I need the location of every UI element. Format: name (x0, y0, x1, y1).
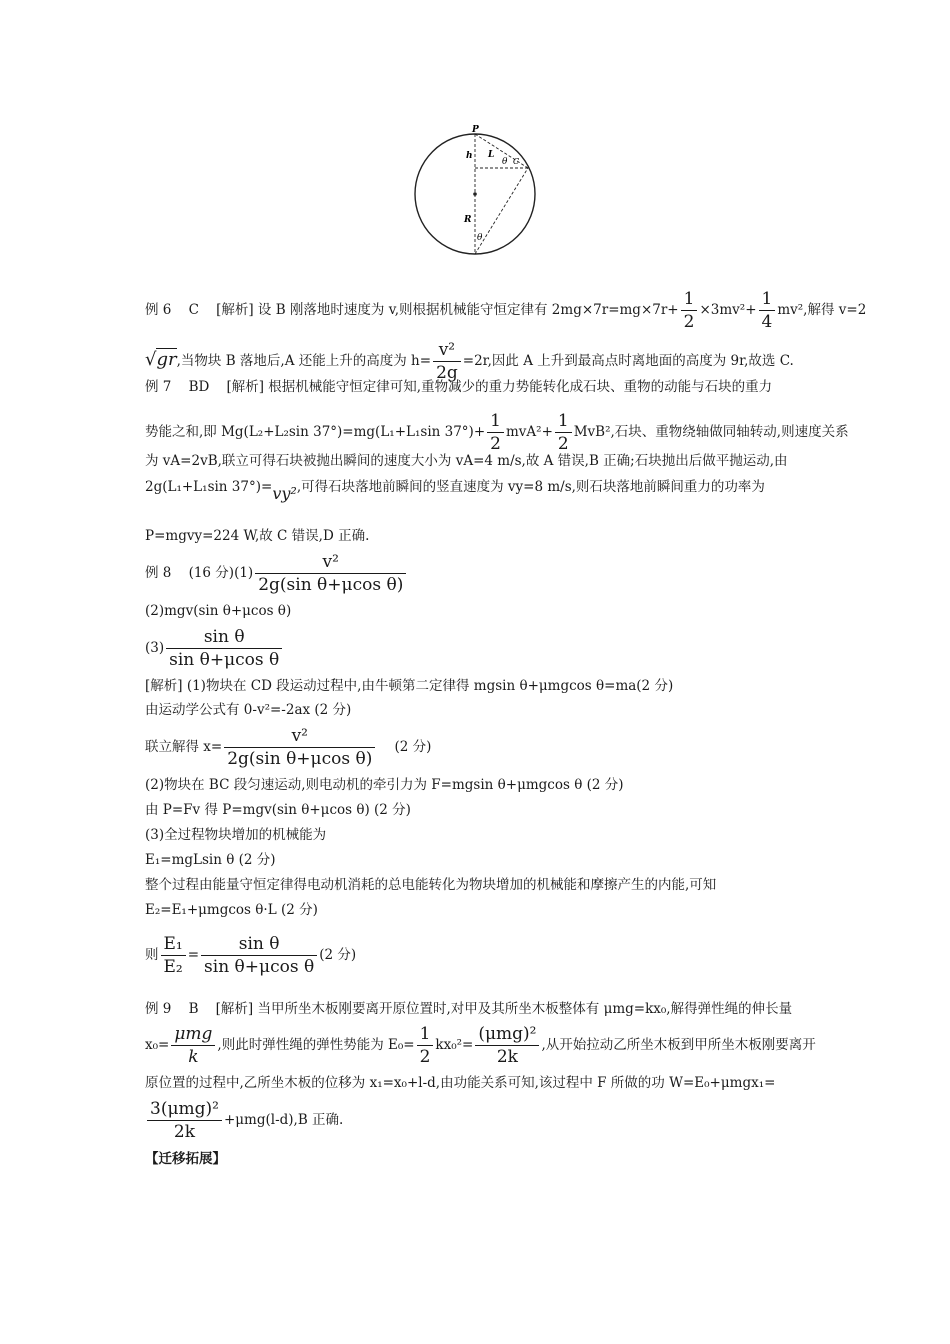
ex9-line3 (145, 1074, 775, 1092)
ex8-fraction-e1-e2: $\frac{\text{E₁}}{\text{E₂}}$ (161, 933, 186, 978)
ex8-answer3 (145, 626, 284, 671)
ex8-sol8 (145, 876, 716, 894)
ex8-sol4 (145, 776, 624, 794)
ex7-label: 例 7 (145, 379, 172, 395)
ex7-text-1: [解析] 根据机械能守恒定律可知,重物减少的重力势能转化成石块、重物的动能与石块的重力 (226, 379, 773, 395)
ex9-line2 (145, 1023, 816, 1068)
ex7-text-3: 为 vA=2vB,联立可得石块被抛出瞬间的速度大小为 vA=4 m/s,故 A 错误,B 正确;石块抛出后做平抛运动,由 (145, 453, 788, 469)
ex7-text-2a: 势能之和,即 Mg(L₂+L₂sin 37°)=mg(L₁+L₁sin 37°)+ (145, 424, 486, 440)
label-h: h (466, 151, 473, 161)
ex8-fraction-1: $\frac{\text{v²}}{\text{2g(sin θ+μcos θ)}}$ (255, 551, 406, 596)
ex8-sol6-text: (3)全过程物块增加的机械能为 (145, 827, 327, 843)
chord-bottom (475, 168, 528, 254)
ex7-answer: BD (188, 379, 210, 395)
ex8-sol4-text: (2)物块在 BC 段匀速运动,则电动机的牵引力为 F=mgsin θ+μmgcos θ (2 分) (145, 777, 624, 793)
ex8-sol5-text: 由 P=Fv 得 P=mgv(sin θ+μcos θ) (2 分) (145, 802, 411, 818)
ex8-sol7-text: E₁=mgLsin θ (2 分) (145, 852, 276, 868)
ex9-text-2c: kx₀²= (435, 1037, 474, 1053)
fraction-1-4: $\frac{1}{4}$ (759, 288, 776, 333)
ex7-text-2e: vB²,石块、重物绕轴做同轴转动,则速度关系 (587, 424, 849, 440)
ex8-sol9-text: E₂=E₁+μmgcos θ·L (2 分) (145, 902, 318, 918)
ex8-sol7 (145, 851, 276, 869)
ex6-answer: C (188, 302, 199, 318)
label-p: P (472, 125, 479, 135)
ex7-line3 (145, 452, 788, 470)
label-theta-bottom: θ (477, 233, 483, 243)
fraction-half-a: $\frac{1}{2}$ (487, 410, 504, 455)
ex9-text-2b: ,则此时弹性绳的弹性势能为 E₀= (217, 1037, 415, 1053)
ex7-text-5: P=mgvy=224 W,故 C 错误,D 正确. (145, 528, 370, 544)
ex7-text-4b: vy² (272, 484, 297, 503)
fraction-half-b: $\frac{1}{2}$ (555, 410, 572, 455)
ex8-sol1-text: [解析] (1)物块在 CD 段运动过程中,由牛顿第二定律得 mgsin θ+μmgcos θ=ma(2 分) (145, 678, 674, 694)
ex9-text-4: +μmg(l-d),B 正确. (223, 1112, 344, 1128)
ex9-text-2a: x₀= (145, 1037, 170, 1053)
ex9-answer: B (188, 1001, 199, 1017)
ex8-sol2-text: 由运动学公式有 0-v²=-2ax (2 分) (145, 702, 352, 718)
sqrt-inner: gr (156, 349, 177, 370)
ex8-fraction-sol10: $\frac{\text{sin θ}}{\text{sin θ+μcos θ}}$ (201, 933, 317, 978)
ex9-line1 (145, 1000, 792, 1018)
ex8-sol9 (145, 901, 318, 919)
label-theta-top: θ (502, 157, 508, 167)
ex9-text-3: 原位置的过程中,乙所坐木板的位移为 x₁=x₀+l-d,由功能关系可知,该过程中 F 所做的功 W=E₀+μmgx₁= (145, 1075, 776, 1091)
ex8-sol5 (145, 801, 411, 819)
ex6-text-b: ×3mv²+ (699, 302, 757, 318)
ex7-text-2d: M (573, 424, 588, 440)
fraction-v2-2g: $\frac{\text{v²}}{2g}$ (433, 339, 461, 384)
ex8-sol6 (145, 826, 326, 844)
ex8-sol3-b: (2 分) (394, 739, 432, 755)
ex8-part3: (3) (145, 640, 165, 656)
ex6-line1 (145, 288, 866, 333)
ex8-label: 例 8 (145, 565, 172, 581)
ex7-line5 (145, 527, 369, 545)
label-l: L (488, 150, 495, 160)
section-title-text: 【迁移拓展】 (145, 1151, 226, 1167)
ex8-answer1 (145, 551, 408, 596)
ex8-part1: (16 分)(1) (188, 565, 254, 581)
ex8-sol10-eq: = (187, 947, 200, 963)
ex8-sol2 (145, 701, 351, 719)
ex8-sol10 (145, 933, 356, 978)
ex9-text-1: [解析] 当甲所坐木板刚要离开原位置时,对甲及其所坐木板整体有 μmg=kx₀,解得弹性绳的伸长量 (215, 1001, 793, 1017)
ex8-sol8-text: 整个过程由能量守恒定律得电动机消耗的总电能转化为物块增加的机械能和摩擦产生的内能,可知 (145, 877, 717, 893)
ex8-fraction-sol3: $\frac{\text{v²}}{\text{2g(sin θ+μcos θ)}}$ (224, 725, 375, 770)
ex8-sol3-a: 联立解得 x= (145, 739, 223, 755)
center-dot (473, 192, 477, 196)
ex7-text-4a: 2g(L₁+L₁sin 37°)= (145, 479, 273, 495)
ex9-fraction-half: $\frac{1}{2}$ (417, 1023, 434, 1068)
ex6-text-c: mv²,解得 v=2 (777, 302, 867, 318)
ex9-fraction-umg2-2k: $\frac{\text{(μmg)²}}{2k}$ (475, 1023, 539, 1068)
ex8-sol3 (145, 725, 431, 770)
ex7-line2 (145, 410, 849, 455)
ex6-text-e: =2r,因此 A 上升到最高点时离地面的高度为 9r,故选 C. (462, 353, 794, 369)
ex8-ans2: (2)mgv(sin θ+μcos θ) (145, 603, 292, 619)
ex9-text-2d: ,从开始拉动乙所坐木板到甲所坐木板刚要离开 (541, 1037, 816, 1053)
fraction-1-2: $\frac{1}{2}$ (681, 288, 698, 333)
ex8-sol10-a: 则 (145, 947, 159, 963)
ex8-fraction-3: $\frac{\text{sin θ}}{\text{sin θ+μcos θ}}$ (166, 626, 282, 671)
ex9-line4 (145, 1098, 343, 1143)
ex8-answer2 (145, 602, 291, 620)
ex7-text-4c: ,可得石块落地前瞬间的竖直速度为 vy=8 m/s,则石块落地前瞬间重力的功率为 (296, 479, 765, 495)
ex7-text-2c: vA²+ (518, 424, 553, 440)
label-r: R (464, 215, 472, 225)
ex9-fraction-umg-k: $\frac{\text{μmg}}{k}$ (171, 1023, 215, 1068)
circle-diagram (410, 124, 540, 260)
ex9-fraction-3umg2-2k: $\frac{\text{3(μmg)²}}{2k}$ (147, 1098, 222, 1143)
ex7-line4 (145, 478, 765, 503)
ex8-sol1 (145, 677, 673, 695)
label-c: C (513, 157, 520, 166)
ex6-text-d: ,当物块 B 落地后,A 还能上升的高度为 h= (176, 353, 432, 369)
ex7-line1 (145, 378, 772, 396)
ex6-text-a: [解析] 设 B 刚落地时速度为 v,则根据机械能守恒定律有 2mg×7r=mg×7r+ (216, 302, 679, 318)
section-title (145, 1150, 226, 1168)
ex6-label: 例 6 (145, 302, 172, 318)
ex7-text-2b: m (505, 424, 519, 440)
ex8-sol10-b: (2 分) (319, 947, 357, 963)
sqrt-icon: √ (145, 349, 157, 370)
ex9-label: 例 9 (145, 1001, 172, 1017)
